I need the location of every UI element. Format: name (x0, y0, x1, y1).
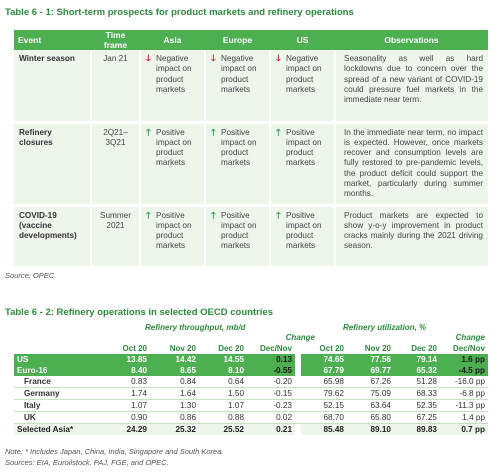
column-header-blank (14, 343, 98, 354)
europe-impact-cell (205, 50, 270, 122)
header-us: US (270, 30, 335, 50)
row-label: France (14, 376, 98, 388)
table-cell: 67.26 (347, 376, 394, 388)
impact-text: Negative impact on product markets (156, 54, 192, 94)
arrow-up-icon: 🡑 (146, 126, 151, 137)
arrow-down-icon: 🡓 (276, 53, 281, 63)
table-cell: 24.29 (98, 424, 150, 436)
table-cell: 51.28 (394, 376, 440, 388)
us-impact-cell (270, 205, 335, 267)
table-row (14, 412, 488, 424)
table-cell: 68.33 (394, 388, 440, 400)
refinery-operations-table (14, 343, 488, 435)
table-cell: 1.07 (98, 400, 150, 412)
header-event: Event (14, 30, 91, 50)
table-cell: 0.83 (98, 376, 150, 388)
table-cell: 1.74 (98, 388, 150, 400)
table-cell: 25.32 (150, 424, 199, 436)
asia-impact-cell (140, 122, 205, 205)
table-row (14, 365, 488, 376)
table-cell: 85.48 (301, 424, 347, 436)
table-cell: 14.42 (150, 354, 199, 365)
column-header: Oct 20 (122, 344, 147, 353)
table-row (14, 388, 488, 400)
table-cell: 0.86 (150, 412, 199, 424)
table-cell: -6.8 pp (440, 388, 488, 400)
table-cell: 25.52 (199, 424, 247, 436)
table-cell: 1.50 (199, 388, 247, 400)
throughput-group-label: Refinery throughput, mb/d (145, 323, 246, 332)
table-cell: 68.70 (301, 412, 347, 424)
impact-text: Positive impact on product markets (221, 210, 257, 251)
change-label-utilization: Change (455, 333, 485, 342)
table-cell: 0.64 (199, 376, 247, 388)
impact-text: Positive impact on product markets (156, 127, 192, 168)
event-cell: COVID-19 (vaccine developments) (14, 205, 91, 267)
table-cell: -4.5 pp (440, 365, 488, 376)
asia-impact-cell (140, 50, 205, 122)
column-header: Dec 20 (411, 344, 437, 353)
table-cell: 1.07 (199, 400, 247, 412)
table-cell: 63.64 (347, 400, 394, 412)
table-cell: 69.77 (347, 365, 394, 376)
table-row (14, 400, 488, 412)
time-frame-cell: Summer 2021 (91, 205, 140, 267)
prospects-row (14, 50, 488, 122)
header-time-frame: Time frame (91, 30, 140, 50)
table-cell: 8.40 (98, 365, 150, 376)
time-frame-cell: 2Q21–3Q21 (91, 122, 140, 205)
table-row (14, 354, 488, 365)
prospects-row (14, 205, 488, 267)
impact-text: Negative impact on product markets (221, 54, 257, 94)
column-header: Dec 20 (218, 344, 244, 353)
arrow-up-icon: 🡑 (211, 126, 216, 137)
column-header-row (14, 343, 488, 354)
table-cell: 0.90 (98, 412, 150, 424)
prospects-table (14, 30, 488, 269)
impact-text: Positive impact on product markets (286, 210, 322, 251)
table-cell: 52.15 (301, 400, 347, 412)
row-label: UK (14, 412, 98, 424)
arrow-up-icon: 🡑 (211, 209, 216, 220)
utilization-group-label: Refinery utilization, % (343, 323, 427, 332)
table-cell: 65.98 (301, 376, 347, 388)
table-cell: 0.84 (150, 376, 199, 388)
table-cell: 8.65 (150, 365, 199, 376)
table-cell: 1.6 pp (440, 354, 488, 365)
table-cell: -0.55 (247, 365, 295, 376)
header-asia: Asia (140, 30, 205, 50)
table2-note: Note: * Includes Japan, China, India, Singapore and South Korea. (5, 447, 224, 456)
header-europe: Europe (205, 30, 270, 50)
table-cell: 65.32 (394, 365, 440, 376)
table-cell: 67.25 (394, 412, 440, 424)
table-cell: 74.65 (301, 354, 347, 365)
arrow-up-icon: 🡑 (276, 209, 281, 220)
europe-impact-cell (205, 122, 270, 205)
table-cell: 75.09 (347, 388, 394, 400)
impact-text: Negative impact on product markets (286, 54, 322, 94)
table-cell: 1.4 pp (440, 412, 488, 424)
table2-title: Table 6 - 2: Refinery operations in selected OECD countries (5, 307, 274, 318)
impact-text: Positive impact on product markets (221, 127, 257, 168)
arrow-down-icon: 🡓 (211, 53, 216, 63)
table-cell: 8.10 (199, 365, 247, 376)
observation-cell: Product markets are expected to show y-o-y improvement in product cracks mainly during the 2021 driving season. (335, 205, 488, 267)
table-row (14, 376, 488, 388)
table-cell: 0.13 (247, 354, 295, 365)
column-header: Dec/Nov (452, 344, 485, 353)
table-cell: -16.0 pp (440, 376, 488, 388)
arrow-down-icon: 🡓 (146, 53, 151, 63)
asia-impact-cell (140, 205, 205, 267)
arrow-up-icon: 🡑 (146, 209, 151, 220)
us-impact-cell (270, 50, 335, 122)
time-frame-cell: Jan 21 (91, 50, 140, 122)
arrow-up-icon: 🡑 (276, 126, 281, 137)
table-cell: 65.80 (347, 412, 394, 424)
event-cell: Refinery closures (14, 122, 91, 205)
column-header: Oct 20 (319, 344, 344, 353)
table-cell: 0.7 pp (440, 424, 488, 436)
column-header: Dec/Nov (259, 344, 292, 353)
row-label: Selected Asia* (14, 424, 98, 436)
row-label: Italy (14, 400, 98, 412)
observation-cell: In the immediate near term, no impact is expected. However, once markets recover and consumption levels are fully restored to pre-pandemic levels, the product deficit could support the market, particularly during summer months. (335, 122, 488, 205)
table-cell: 89.83 (394, 424, 440, 436)
table-cell: 0.88 (199, 412, 247, 424)
row-label: Germany (14, 388, 98, 400)
table-cell: 14.55 (199, 354, 247, 365)
table-cell: 1.64 (150, 388, 199, 400)
observation-cell: Seasonality as well as hard lockdowns due to concern over the spread of a new variant of COVID-19 could pressure fuel markets in the immediate near term. (335, 50, 488, 122)
table-row (14, 424, 488, 436)
prospects-header-row (14, 30, 488, 50)
header-observations: Observations (335, 30, 488, 50)
table-cell: 79.62 (301, 388, 347, 400)
row-label: Euro-16 (14, 365, 98, 376)
table-cell: -0.20 (247, 376, 295, 388)
column-header: Nov 20 (169, 344, 196, 353)
column-header: Nov 20 (364, 344, 391, 353)
row-label: US (14, 354, 98, 365)
table-cell: 0.02 (247, 412, 295, 424)
table-cell: 13.85 (98, 354, 150, 365)
impact-text: Positive impact on product markets (156, 210, 192, 251)
table-cell: 0.21 (247, 424, 295, 436)
table-cell: -11.3 pp (440, 400, 488, 412)
table1-source: Source: OPEC. (5, 271, 57, 280)
europe-impact-cell (205, 205, 270, 267)
table-cell: 1.30 (150, 400, 199, 412)
table2-sources: Sources: EIA, Euroilstock, PAJ, FGE, and OPEC. (5, 458, 169, 467)
table-cell: 79.14 (394, 354, 440, 365)
us-impact-cell (270, 122, 335, 205)
table2-notes (5, 446, 223, 468)
table-cell: -0.15 (247, 388, 295, 400)
table-cell: 67.79 (301, 365, 347, 376)
table-cell: 52.35 (394, 400, 440, 412)
event-cell: Winter season (14, 50, 91, 122)
table-cell: 77.56 (347, 354, 394, 365)
change-label-throughput: Change (285, 333, 315, 342)
prospects-row (14, 122, 488, 205)
table1-title: Table 6 - 1: Short-term prospects for product markets and refinery operations (5, 7, 354, 18)
table-cell: -0.23 (247, 400, 295, 412)
table-cell: 89.10 (347, 424, 394, 436)
impact-text: Positive impact on product markets (286, 127, 322, 168)
